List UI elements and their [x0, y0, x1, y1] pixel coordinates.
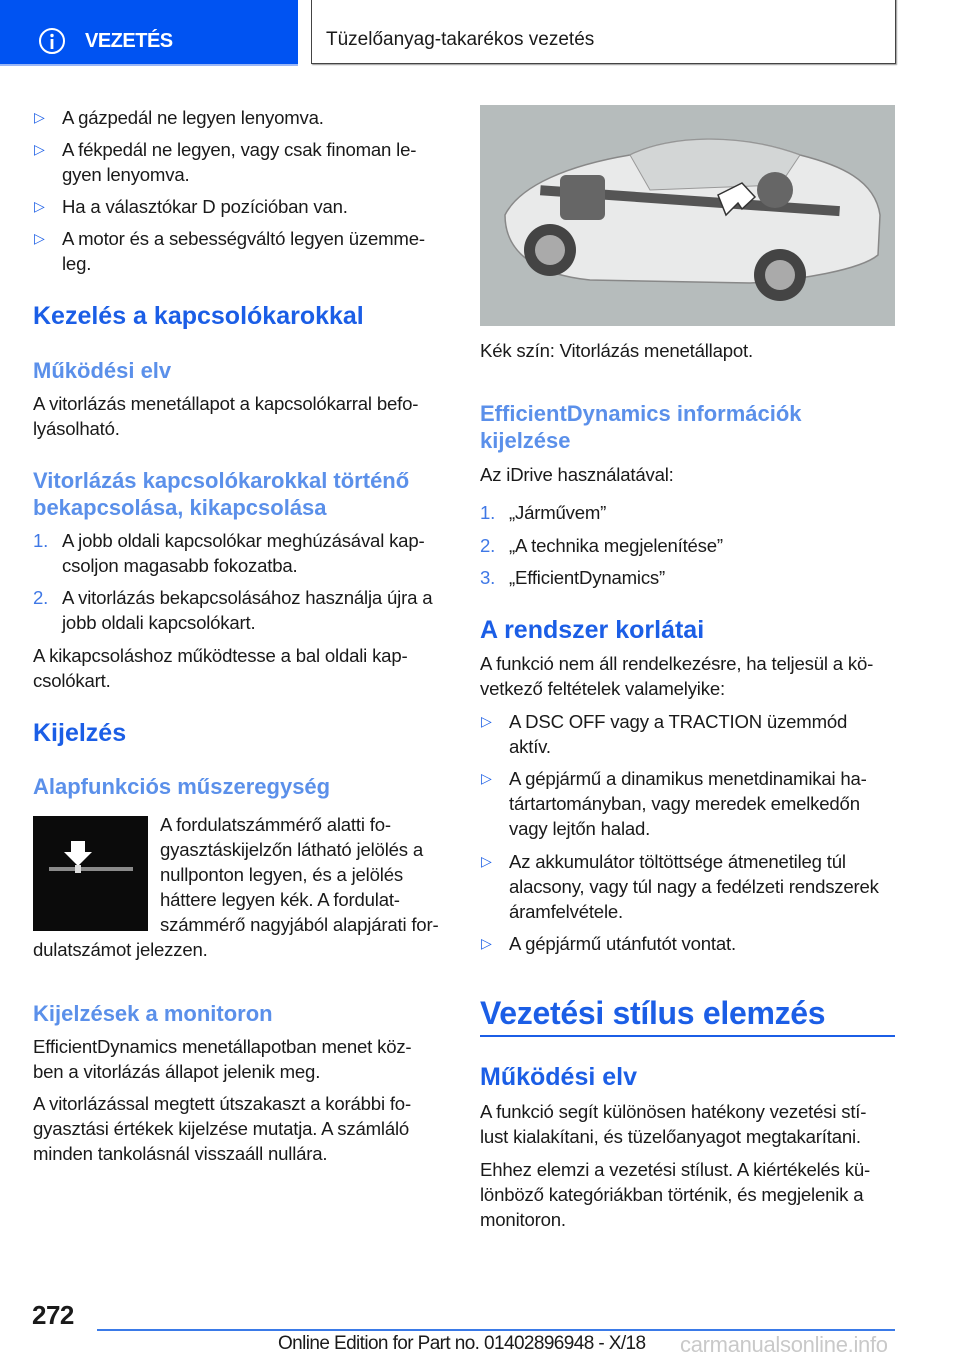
- edition-info: Online Edition for Part no. 01402896948 - X/18: [278, 1333, 646, 1354]
- step-number: 3.: [480, 567, 496, 588]
- list-item: [34, 137, 417, 187]
- chapter-title-box: [311, 0, 896, 64]
- paragraph: Az iDrive használatával:: [480, 464, 674, 485]
- step-item: [33, 528, 462, 578]
- paragraph: A fordulatszámmérő alatti fo- gyasztáskijelzőn látható jelölés a nullponton legyen, és a jelölés háttere legyen kék. A fordulat- számmérő nagyjából alapjárati for-: [160, 814, 439, 935]
- list-item: [34, 194, 348, 219]
- step-text: A vitorlázás bekapcsolásához használja újra a jobb oldali kapcsolókart.: [62, 587, 433, 633]
- list-item: [481, 849, 909, 924]
- list-item: [34, 105, 324, 130]
- triangle-bullet-icon: ▷: [481, 770, 492, 786]
- heading-monitor: Kijelzések a monitoron: [33, 1001, 273, 1026]
- info-icon: [38, 27, 66, 55]
- page-number: 272: [32, 1300, 74, 1330]
- step-text: „EfficientDynamics”: [509, 567, 666, 588]
- list-item: [481, 931, 909, 956]
- triangle-bullet-icon: ▷: [481, 853, 492, 869]
- heading-efficientdynamics: EfficientDynamics információk kijelzése: [480, 401, 802, 453]
- paragraph: Ehhez elemzi a vezetési stílust. A kiértékelés kü- lönböző kategóriákban történik, és megjelenik a monitoron.: [480, 1159, 870, 1230]
- heading-underline: [480, 1035, 895, 1037]
- list-item: [481, 709, 909, 759]
- paragraph: A vitorlázással megtett útszakaszt a korábbi fo- gyasztási értékek kijelzése mutatja. A számláló minden tankolásnál visszaáll nullára.: [33, 1093, 411, 1164]
- bullet-text: A gépjármű utánfutót vontat.: [509, 933, 736, 954]
- paragraph: EfficientDynamics menetállapotban menet köz- ben a vitorlázás állapot jelenik meg.: [33, 1036, 412, 1082]
- heading-korlatai: A rendszer korlátai: [480, 616, 705, 644]
- footer-rule: [97, 1329, 895, 1331]
- triangle-bullet-icon: ▷: [34, 230, 45, 246]
- heading-vezetesi-stilus: Vezetési stílus elemzés: [480, 995, 826, 1031]
- image-caption: Kék szín: Vitorlázás menetállapot.: [480, 340, 753, 361]
- paragraph: dulatszámot jelezzen.: [33, 939, 208, 960]
- section-label: VEZETÉS: [85, 30, 173, 52]
- bullet-text: A gázpedál ne legyen lenyomva.: [62, 107, 324, 128]
- triangle-bullet-icon: ▷: [34, 109, 45, 125]
- heading-alapfunkcios: Alapfunkciós műszeregység: [33, 774, 331, 799]
- step-text: „Járművem”: [509, 502, 607, 523]
- heading-mukodesi-elv: Működési elv: [33, 358, 172, 383]
- heading-vitorlazas: Vitorlázás kapcsolókarokkal történő bekapcsolása, kikapcsolása: [33, 468, 410, 520]
- triangle-bullet-icon: ▷: [34, 141, 45, 157]
- triangle-bullet-icon: ▷: [481, 713, 492, 729]
- chapter-title: Tüzelőanyag-takarékos vezetés: [326, 29, 595, 50]
- step-text: A jobb oldali kapcsolókar meghúzásával kap- csoljon magasabb fokozatba.: [62, 530, 425, 576]
- step-number: 2.: [33, 587, 49, 608]
- triangle-bullet-icon: ▷: [34, 198, 45, 214]
- step-text: „A technika megjelenítése”: [509, 535, 723, 556]
- section-tab: [0, 0, 298, 66]
- heading-mukodesi-elv-2: Működési elv: [480, 1063, 637, 1091]
- triangle-bullet-icon: ▷: [481, 935, 492, 951]
- step-item: [33, 585, 462, 635]
- bullet-text: Az akkumulátor töltöttsége átmenetileg túl alacsony, vagy túl nagy a fedélzeti rendszerek áramfelvétele.: [509, 851, 879, 922]
- heading-kijelzes: Kijelzés: [33, 719, 127, 747]
- bullet-text: A DSC OFF vagy a TRACTION üzemmód aktív.: [509, 711, 848, 757]
- paragraph: A funkció nem áll rendelkezésre, ha teljesül a kö- vetkező feltételek valamelyike:: [480, 653, 874, 699]
- consumption-indicator-image: [33, 816, 148, 931]
- list-item: [481, 766, 909, 841]
- heading-kezeles: Kezelés a kapcsolókarokkal: [33, 302, 364, 330]
- paragraph: A funkció segít különösen hatékony vezetési stí- lust kialakítani, és tüzelőanyagot megtakarítani.: [480, 1101, 867, 1147]
- step-number: 2.: [480, 535, 496, 556]
- bullet-text: A fékpedál ne legyen, vagy csak finoman le- gyen lenyomva.: [62, 139, 417, 185]
- bullet-text: A motor és a sebességváltó legyen üzemme- leg.: [62, 228, 425, 274]
- car-drivetrain-illustration: [480, 105, 895, 326]
- step-number: 1.: [480, 502, 496, 523]
- step-item: [480, 565, 909, 590]
- bullet-text: A gépjármű a dinamikus menetdinamikai ha- tártartományban, vagy meredek emelkedőn vagy lejtőn halad.: [509, 768, 867, 839]
- step-item: [480, 533, 909, 558]
- watermark: carmanualsonline.info: [680, 1332, 888, 1357]
- step-item: [480, 500, 909, 525]
- list-item: [34, 226, 425, 276]
- paragraph: A vitorlázás menetállapot a kapcsolókarral befo- lyásolható.: [33, 393, 419, 439]
- paragraph: A kikapcsoláshoz működtesse a bal oldali kap- csolókart.: [33, 645, 408, 691]
- bullet-text: Ha a választókar D pozícióban van.: [62, 196, 348, 217]
- step-number: 1.: [33, 530, 49, 551]
